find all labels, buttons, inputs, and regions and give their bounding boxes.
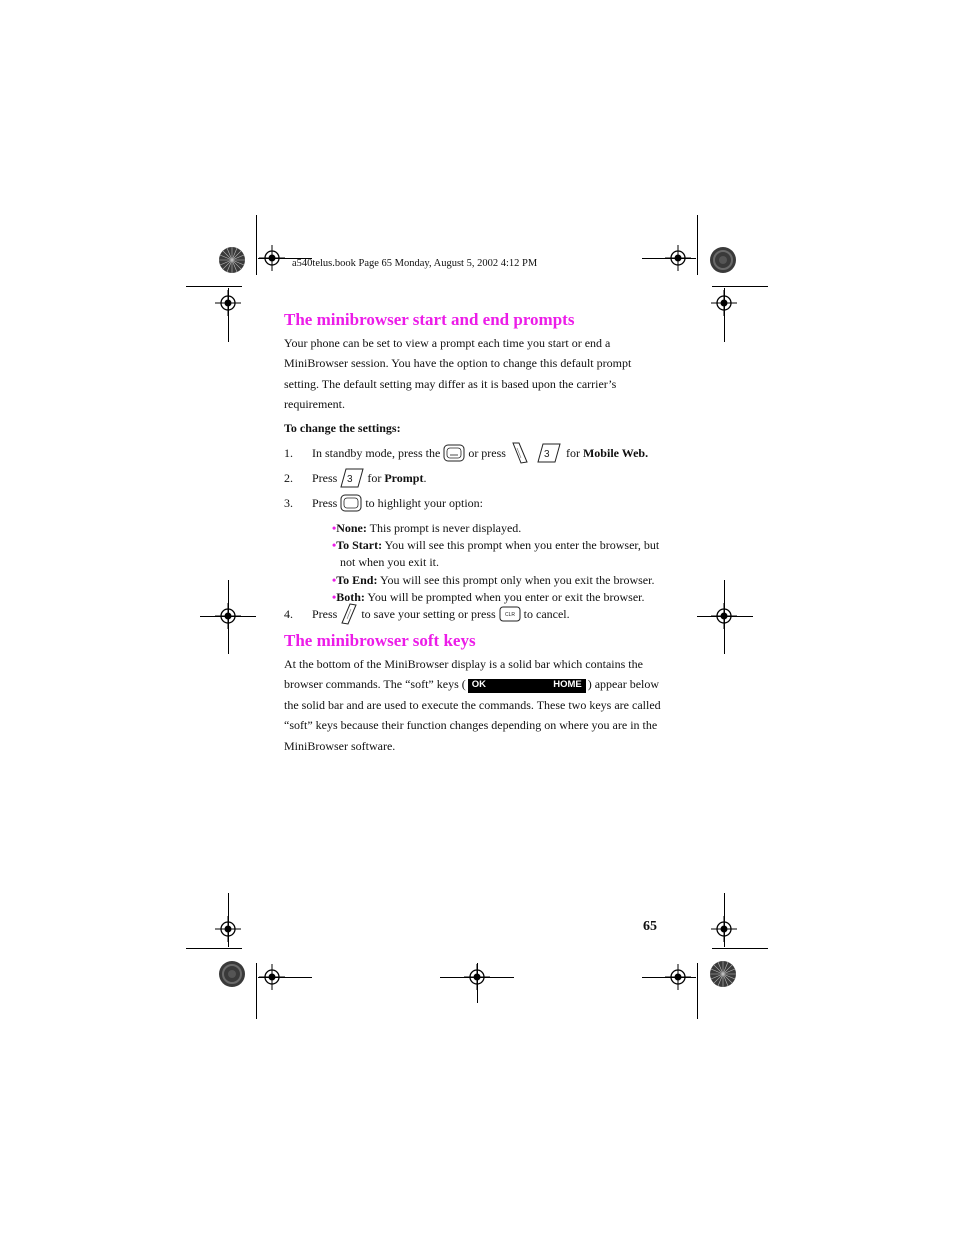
crop-mark [724, 288, 725, 342]
option-to-start: •To Start: You will see this prompt when you enter the browser, but not when you exit it. [332, 538, 660, 569]
option-both: •Both: You will be prompted when you enter or exit the browser. [332, 590, 645, 604]
print-rosette-icon [709, 960, 737, 988]
crop-mark [697, 616, 753, 617]
crop-mark [256, 215, 257, 275]
crop-mark [712, 948, 768, 949]
step-2: 2. Press 3 for Prompt . [284, 468, 426, 488]
section-heading-soft-keys: The minibrowser soft keys [284, 631, 476, 650]
crop-mark [258, 977, 312, 978]
print-rosette-icon [709, 246, 737, 274]
intro-paragraph: Your phone can be set to view a prompt each time you start or end a MiniBrowser session. You have the option to change this default prompt setting. The default setting may differ as it is based upon the carrier’s requirement. [284, 336, 632, 412]
soft-key-bar: OK HOME [468, 679, 586, 693]
step-3: 3. Press to highlight your option: [284, 493, 483, 513]
crop-mark [256, 963, 257, 1019]
three-key-icon [340, 468, 364, 488]
crop-mark [228, 288, 229, 342]
section-heading-prompts: The minibrowser start and end prompts [284, 310, 575, 329]
print-rosette-icon [218, 246, 246, 274]
svg-text:3: 3 [347, 474, 353, 485]
step-4: 4. Press to save your setting or press CLR to cancel. [284, 604, 570, 624]
crop-mark [200, 616, 256, 617]
crop-mark [228, 893, 229, 947]
option-to-end: •To End: You will see this prompt only when you exit the browser. [332, 573, 655, 587]
page-number: 65 [643, 919, 657, 934]
crop-mark [642, 258, 696, 259]
three-key-icon [537, 443, 561, 463]
steps-label: To change the settings: [284, 421, 401, 435]
crop-mark [712, 286, 768, 287]
soft-keys-paragraph: At the bottom of the MiniBrowser display is a solid bar which contains the browser commands. The “soft” keys ( OK HOME ) appear below the solid bar and are used to execute the commands. These two keys are called “soft” keys because their function changes depending on where you are in the MiniBrowser software. [284, 657, 661, 753]
svg-text:CLR: CLR [504, 612, 515, 618]
crop-mark [186, 948, 242, 949]
crop-mark [697, 963, 698, 1019]
svg-text:3: 3 [543, 449, 550, 460]
step-1: 1. In standby mode, press the or press 3 for Mobile Web. [284, 443, 648, 463]
crop-mark [186, 286, 242, 287]
navigation-key-icon [340, 494, 362, 512]
slanted-key-icon [340, 603, 358, 625]
print-rosette-icon [218, 960, 246, 988]
crop-mark [228, 580, 229, 654]
menu-key-icon [443, 444, 465, 462]
crop-mark [724, 580, 725, 654]
clear-key-icon [499, 606, 521, 622]
print-slug: a540telus.book Page 65 Monday, August 5, 2002 4:12 PM [292, 258, 538, 269]
crop-mark [477, 963, 478, 1003]
slanted-key-icon [509, 441, 531, 465]
option-none: •None: This prompt is never displayed. [332, 521, 522, 535]
crop-mark [697, 215, 698, 275]
crop-mark [642, 977, 696, 978]
crop-mark [724, 893, 725, 947]
